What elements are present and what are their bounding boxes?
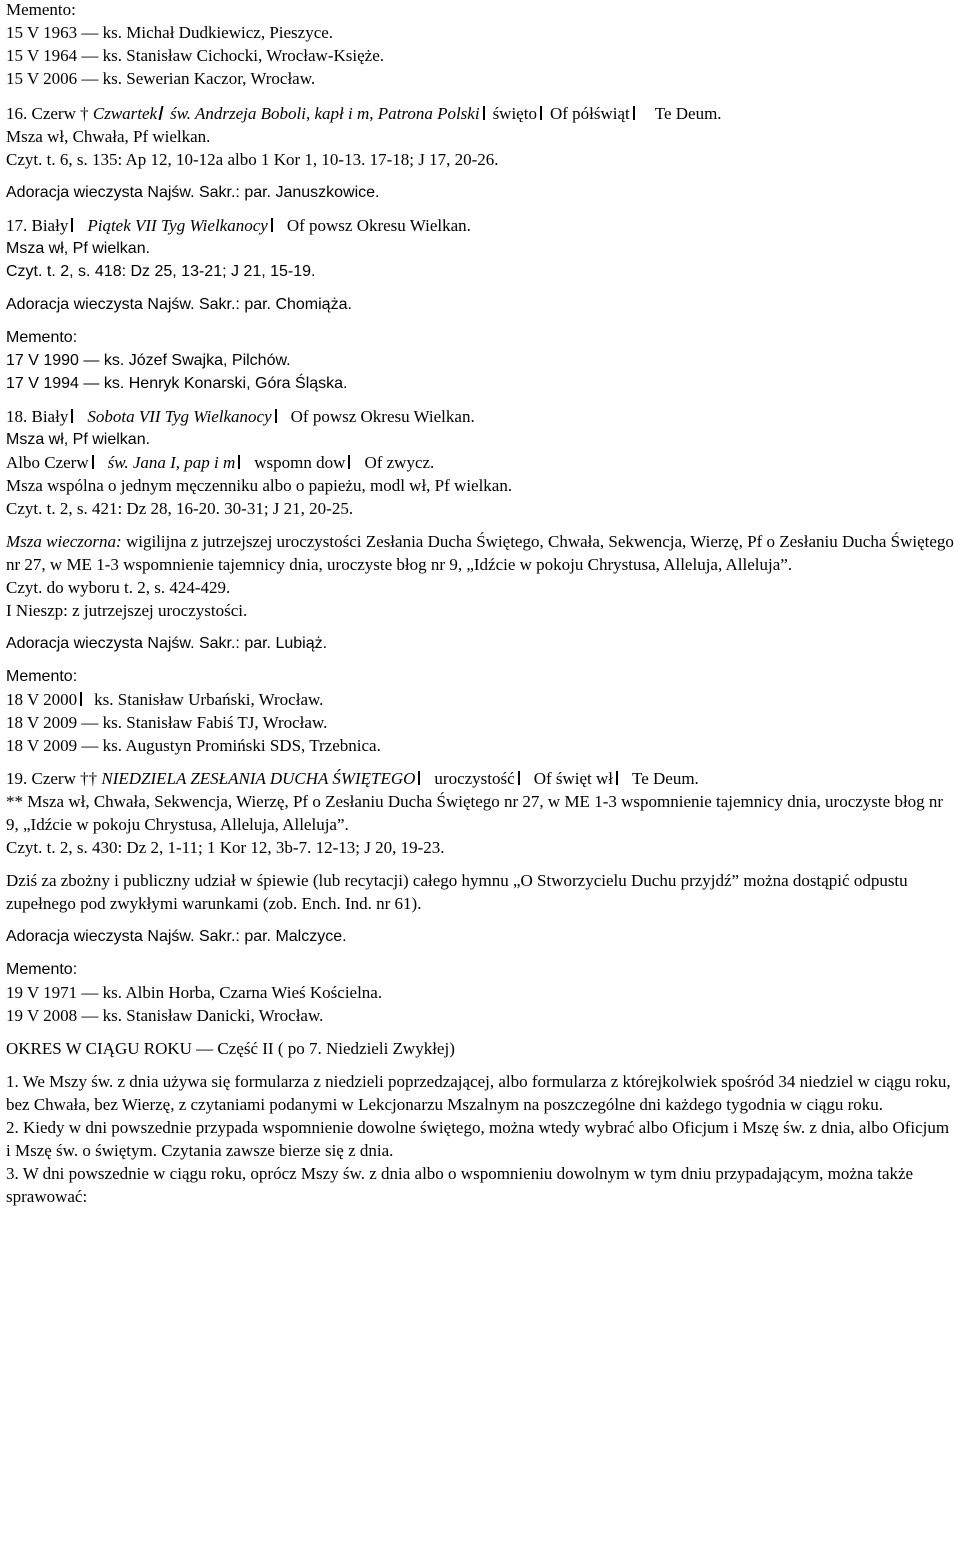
separator-mark bbox=[348, 455, 350, 469]
vespers-line: I Nieszp: z jutrzejszej uroczystości. bbox=[6, 601, 248, 620]
mass-info: ** Msza wł, Chwała, Sekwencja, Wierzę, Pf o Zesłaniu Ducha Świętego nr 27, w ME 1-3 wspomnienie tajemnicy dnia, uroczyste błog nr 9, „Idźcie w pokoju Chrystusa, Alleluja, Alleluja”. bbox=[6, 792, 944, 834]
separator-mark bbox=[238, 455, 240, 469]
memento-section bbox=[6, 665, 956, 757]
separator-mark bbox=[540, 106, 542, 120]
separator-mark bbox=[275, 409, 277, 423]
rule-paragraph: 3. W dni powszednie w ciągu roku, oprócz Mszy św. z dnia albo o wspomnieniu dowolnym w tym dniu przypadającym, można także sprawować: bbox=[6, 1164, 914, 1206]
separator-mark bbox=[71, 218, 73, 232]
evening-mass-label: Msza wieczorna: bbox=[6, 532, 122, 551]
memento-item: 15 V 1964 — ks. Stanisław Cichocki, Wrocław-Księże. bbox=[6, 46, 384, 65]
readings: Czyt. t. 6, s. 135: Ap 12, 10-12a albo 1 Kor 1, 10-13. 17-18; J 17, 20-26. bbox=[6, 150, 499, 169]
separator-mark bbox=[271, 218, 273, 232]
memento-heading: Memento: bbox=[6, 668, 78, 685]
memento-item: 18 V 2009 — ks. Stanisław Fabiś TJ, Wrocław. bbox=[6, 713, 328, 732]
day-19-entry bbox=[6, 767, 956, 859]
document-page bbox=[6, 0, 956, 1208]
memento-item: 19 V 2008 — ks. Stanisław Danicki, Wrocław. bbox=[6, 1006, 324, 1025]
adoration-line: Adoracja wieczysta Najśw. Sakr.: par. Januszkowice. bbox=[6, 184, 380, 201]
separator-mark bbox=[71, 409, 73, 423]
readings: Czyt. t. 2, s. 421: Dz 28, 16-20. 30-31; J 21, 20-25. bbox=[6, 499, 354, 518]
day-16-heading: 16. Czerw † Czwartek św. Andrzeja Boboli, kapł i m, Patrona Polski święto Of półświąt Te Deum. bbox=[6, 104, 722, 123]
mass-info: Msza wł, Pf wielkan. bbox=[6, 431, 151, 448]
memento-item: 19 V 1971 — ks. Albin Horba, Czarna Wieś Kościelna. bbox=[6, 983, 383, 1002]
readings: Czyt. t. 2, s. 430: Dz 2, 1-11; 1 Kor 12, 3b-7. 12-13; J 20, 19-23. bbox=[6, 838, 445, 857]
day-18-entry bbox=[6, 405, 956, 520]
memento-item: 15 V 1963 — ks. Michał Dudkiewicz, Pieszyce. bbox=[6, 23, 334, 42]
rule-paragraph: 2. Kiedy w dni powszednie przypada wspomnienie dowolne świętego, można wtedy wybrać albo Oficjum i Mszę św. z dnia, albo Oficjum i Mszę św. o świętym. Czytania zawsze bierze się z dnia. bbox=[6, 1118, 950, 1160]
readings: Czyt. do wyboru t. 2, s. 424-429. bbox=[6, 578, 231, 597]
readings: Czyt. t. 2, s. 418: Dz 25, 13-21; J 21, 15-19. bbox=[6, 263, 316, 280]
adoration-line: Adoracja wieczysta Najśw. Sakr.: par. Malczyce. bbox=[6, 928, 347, 945]
section-heading: OKRES W CIĄGU ROKU — Część II ( po 7. Niedzieli Zwykłej) bbox=[6, 1039, 455, 1058]
memento-section bbox=[6, 0, 956, 90]
separator-mark bbox=[518, 771, 520, 785]
rule-paragraph: 1. We Mszy św. z dnia używa się formularza z niedzieli poprzedzającej, albo formularza z którejkolwiek spośród 34 niedziel w ciągu roku, bez Chwała, bez Wierzę, z czytaniami podanymi w Lekcjonarzu Mszalnym na poszczególne dni każdego tygodnia w ciągu roku. bbox=[6, 1072, 951, 1114]
separator-mark bbox=[92, 455, 94, 469]
separator-mark bbox=[483, 106, 485, 120]
memento-heading: Memento: bbox=[6, 0, 76, 19]
memento-item: 17 V 1994 — ks. Henryk Konarski, Góra Śląska. bbox=[6, 375, 348, 392]
memento-section bbox=[6, 958, 956, 1027]
day-16-entry bbox=[6, 102, 956, 171]
adoration-line: Adoracja wieczysta Najśw. Sakr.: par. Lubiąż. bbox=[6, 635, 328, 652]
alternative-celebration: Albo Czerw św. Jana I, pap i m wspomn dow Of zwycz. bbox=[6, 453, 435, 472]
mass-info: Msza wł, Pf wielkan. bbox=[6, 240, 151, 257]
memento-section bbox=[6, 326, 956, 395]
day-17-entry bbox=[6, 214, 956, 283]
memento-heading: Memento: bbox=[6, 961, 78, 978]
separator-mark bbox=[80, 692, 82, 706]
separator-mark bbox=[418, 771, 420, 785]
indulgence-note: Dziś za zbożny i publiczny udział w śpiewie (lub recytacji) całego hymnu „O Stworzycielu Duchu przyjdź” można dostąpić odpustu zupełnego pod zwykłymi warunkami (zob. Ench. Ind. nr 61). bbox=[6, 871, 908, 913]
mass-info: Msza wspólna o jednym męczenniku albo o papieżu, modl wł, Pf wielkan. bbox=[6, 476, 513, 495]
memento-item: 18 V 2000 ks. Stanisław Urbański, Wrocław. bbox=[6, 690, 324, 709]
separator-mark bbox=[159, 106, 164, 120]
evening-mass bbox=[6, 530, 956, 576]
mass-info: Msza wł, Chwała, Pf wielkan. bbox=[6, 127, 211, 146]
day-19-heading: 19. Czerw †† NIEDZIELA ZESŁANIA DUCHA ŚWIĘTEGO uroczystość Of święt wł Te Deum. bbox=[6, 769, 699, 788]
day-18-heading: 18. Biały Sobota VII Tyg Wielkanocy Of powsz Okresu Wielkan. bbox=[6, 407, 475, 426]
adoration-line: Adoracja wieczysta Najśw. Sakr.: par. Chomiąża. bbox=[6, 296, 352, 313]
day-17-heading: 17. Biały Piątek VII Tyg Wielkanocy Of powsz Okresu Wielkan. bbox=[6, 216, 471, 235]
evening-mass-text: wigilijna z jutrzejszej uroczystości Zesłania Ducha Świętego, Chwała, Sekwencja, Wierzę, Pf o Zesłaniu Ducha Świętego nr 27, w ME 1-3 wspomnienie tajemnicy dnia, uroczyste błog nr 9, „Idźcie w pokoju Chrystusa, Alleluja, Alleluja”. bbox=[6, 532, 954, 574]
separator-mark bbox=[616, 771, 618, 785]
memento-item: 15 V 2006 — ks. Sewerian Kaczor, Wrocław. bbox=[6, 69, 316, 88]
separator-mark bbox=[633, 106, 635, 120]
memento-item: 17 V 1990 — ks. Józef Swajka, Pilchów. bbox=[6, 352, 291, 369]
memento-item: 18 V 2009 — ks. Augustyn Promiński SDS, Trzebnica. bbox=[6, 736, 381, 755]
memento-heading: Memento: bbox=[6, 329, 78, 346]
